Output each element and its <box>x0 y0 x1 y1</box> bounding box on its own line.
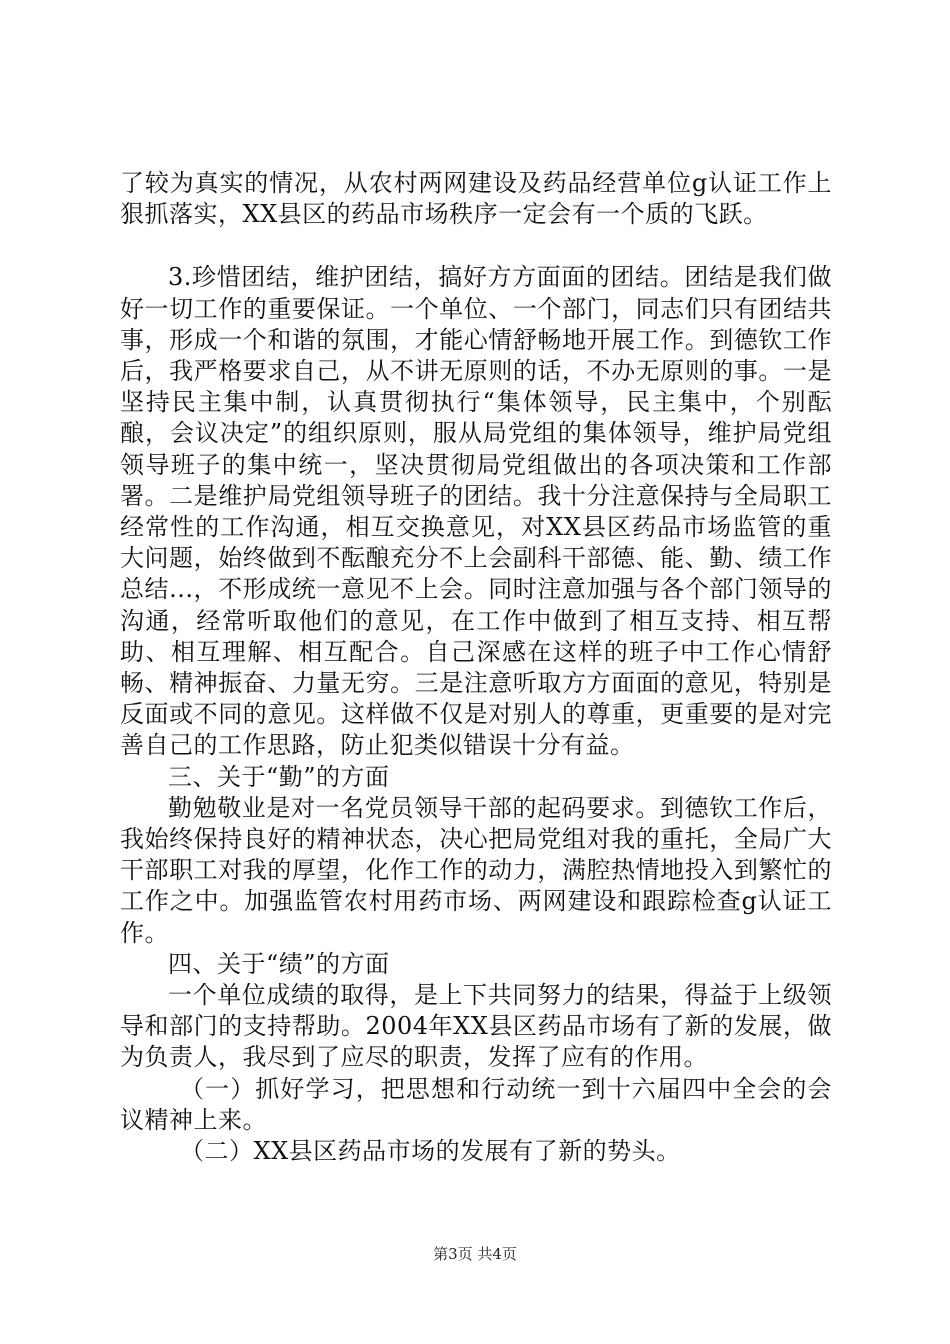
page-number-footer: 第3页 共4页 <box>433 1245 517 1263</box>
paragraph-unity: 3.珍惜团结，维护团结，搞好方方面面的团结。团结是我们做好一切工作的重要保证。一个单位、一个部门，同志们只有团结共事，形成一个和谐的氛围，才能心情舒畅地开展工作。到德钦工作后，我严格要求自己，从不讲无原则的话，不办无原则的事。一是坚持民主集中制，认真贯彻执行“集体领导，民主集中，个别酝酿，会议决定”的组织原则，服从局党组的集体领导，维护局党组领导班子的集中统一，坚决贯彻局党组做出的各项决策和工作部署。二是维护局党组领导班子的团结。我十分注意保持与全局职工经常性的工作沟通，相互交换意见，对XX县区药品市场监管的重大问题，始终做到不酝酿充分不上会副科干部德、能、勤、绩工作总结...，不形成统一意见不上会。同时注意加强与各个部门领导的沟通，经常听取他们的意见，在工作中做到了相互支持、相互帮助、相互理解、相互配合。自己深感在这样的班子中工作心情舒畅、精神振奋、力量无穷。三是注意听取方方面面的意见，特别是反面或不同的意见。这样做不仅是对别人的尊重，更重要的是对完善自己的工作思路，防止犯类似错误十分有益。 <box>120 263 832 760</box>
section-heading-achievement: 四、关于“绩”的方面 <box>168 949 390 978</box>
paragraph-gap <box>120 230 832 262</box>
paragraph-continuation: 了较为真实的情况，从农村两网建设及药品经营单位g认证工作上狠抓落实，XX县区的药品市场秩序一定会有一个质的飞跃。 <box>120 169 832 229</box>
paragraph-achievement: 一个单位成绩的取得，是上下共同努力的结果，得益于上级领导和部门的支持帮助。2004年XX县区药品市场有了新的发展，做为负责人，我尽到了应尽的职责，发挥了应有的作用。 <box>120 981 832 1072</box>
paragraph-diligence: 勤勉敬业是对一名党员领导干部的起码要求。到德钦工作后，我始终保持良好的精神状态，决心把局党组对我的重托，全局广大干部职工对我的厚望，化作工作的动力，满腔热情地投入到繁忙的工作之中。加强监管农村用药市场、两网建设和跟踪检查g认证工作。 <box>120 793 832 947</box>
section-heading-diligence: 三、关于“勤”的方面 <box>168 762 390 791</box>
list-item-market: （二）XX县区药品市场的发展有了新的势头。 <box>180 1137 681 1166</box>
document-body <box>120 168 832 1167</box>
list-item-study: （一）抓好学习，把思想和行动统一到十六届四中全会的会议精神上来。 <box>120 1074 832 1134</box>
